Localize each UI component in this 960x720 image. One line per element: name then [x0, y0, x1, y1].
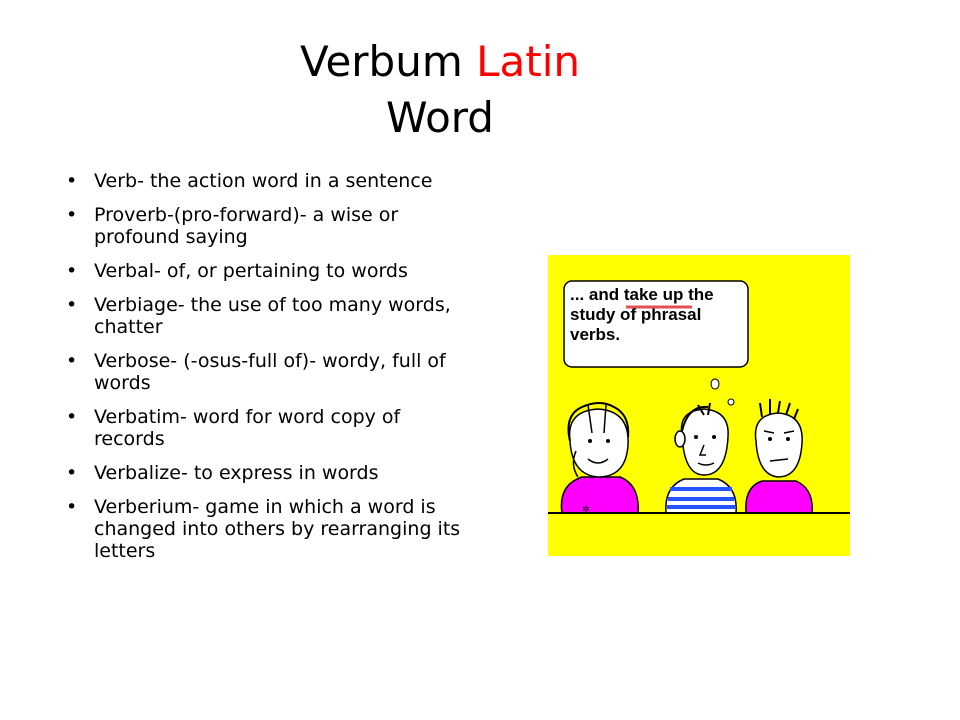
bubble-line-2: study of phrasal: [570, 305, 702, 324]
bullet-text: Verberium- game in which a word is changed into others by rearranging its letters: [94, 496, 461, 562]
bullet-text: Verbal- of, or pertaining to words: [94, 260, 408, 282]
bullet-text: Verb- the action word in a sentence: [94, 170, 433, 192]
bullet-item: [66, 462, 466, 484]
thought-dot-small: [728, 399, 734, 405]
bullet-list: [66, 170, 466, 574]
bubble-line-1: ... and take up the: [570, 285, 714, 304]
title-line-1: [0, 34, 880, 90]
star-mark-icon: ✲: [582, 505, 590, 515]
bullet-dot-icon: •: [66, 204, 78, 226]
bullet-item: [66, 294, 466, 338]
slide-title: [0, 34, 880, 146]
bullet-dot-icon: •: [66, 260, 78, 282]
bullet-text: Verbiage- the use of too many words, chatter: [94, 294, 451, 338]
bullet-item: [66, 406, 466, 450]
bullet-dot-icon: •: [66, 294, 78, 316]
title-word: Verbum: [299, 37, 463, 86]
bullet-item: [66, 350, 466, 394]
bullet-dot-icon: •: [66, 462, 78, 484]
cartoon-illustration: [548, 255, 850, 556]
bullet-item: [66, 260, 466, 282]
title-line-2: Word: [386, 93, 494, 142]
bullet-dot-icon: •: [66, 350, 78, 372]
bullet-item: [66, 204, 466, 248]
bullet-text: Proverb-(pro-forward)- a wise or profound saying: [94, 204, 399, 248]
bullet-text: Verbalize- to express in words: [94, 462, 379, 484]
bullet-text: Verbatim- word for word copy of records: [94, 406, 401, 450]
thought-dot-large: [711, 379, 719, 389]
bubble-line-3: verbs.: [570, 325, 621, 344]
bullet-dot-icon: •: [66, 170, 78, 192]
bullet-dot-icon: •: [66, 496, 78, 518]
bullet-text: Verbose- (-osus-full of)- wordy, full of words: [94, 350, 446, 394]
bullet-item: [66, 496, 466, 562]
bullet-item: [66, 170, 466, 192]
bullet-dot-icon: •: [66, 406, 78, 428]
title-accent-word: Latin: [476, 37, 581, 86]
